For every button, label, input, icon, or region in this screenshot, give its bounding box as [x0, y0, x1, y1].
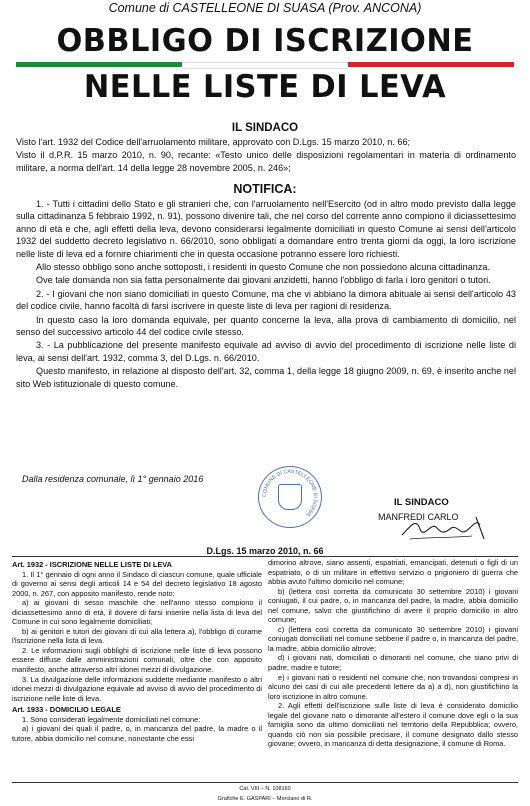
- signature-title: IL SINDACO: [394, 497, 449, 508]
- article-paragraph: b) ai genitori e tutori dei giovani di cui alla lettera a), l'obbligo di curarne l'iscrizione nella lista di leva.: [12, 626, 262, 646]
- notifica-paragraph: 3. - La pubblicazione del presente manifesto equivale ad avviso di avvio del procedimento di iscrizione nelle liste di leva, ai sensi dell'art. 1932, comma 3, del D.Lgs. n. 66/2010.: [16, 340, 516, 363]
- article-paragraph: e) i giovani nati o residenti nel comune che, non trovandosi compresi in alcuno dei casi di cui alle precedenti lettere da a) a d), non giustifichino la loro iscrizione in altro comune.: [268, 672, 518, 701]
- article-heading: Art. 1932 - ISCRIZIONE NELLE LISTE DI LEVA: [12, 560, 173, 569]
- visto-paragraph: Visto l'art. 1932 del Codice dell'arruolamento militare, approvato con D.Lgs. 15 marzo 2010, n. 66;: [16, 137, 411, 147]
- signature-name: MANFREDI CARLO: [378, 512, 459, 522]
- visto-section: [16, 136, 516, 175]
- flag-white: [182, 62, 348, 69]
- notifica-paragraph: Ove tale domanda non sia fatta personalmente dai giovani anzidetti, hanno l'obbligo di farla i loro genitori o tutori.: [36, 275, 491, 286]
- article-paragraph: c) (lettera così corretta da comunicato 30 settembre 2010) i giovani coniugati domiciliati nel comune sebbene il padre o, in mancanza del padre, la madre, abbia domicilio altrove;: [268, 624, 518, 653]
- article-paragraph: dimorino altrove, siano assenti, espatriati, emancipati, detenuti o figli di un espatriato, o di un militare in effettivo servizio o prigioniero di guerra che abbia avuto l'ultimo domicilio nel comune;: [268, 558, 518, 587]
- article-paragraph: d) i giovani nati, domiciliati o dimoranti nel comune, che siano privi di padre, madre e tutore;: [268, 653, 518, 673]
- notifica-paragraph: 1. - Tutti i cittadini dello Stato e gli stranieri che, con l'arruolamento nell'Esercito (od in altro modo previsto dalla legge sulla cittadinanza 5 febbraio 1992, n. 91), possono divenire tali, che nel corso del corrente anno compiono il diciassettesimo anno di età e che, agli effetti della leva, devono considerarsi legalmente domiciliati in questo Comune ai sensi dell'articolo 1932 del suddetto decreto legislativo n. 66/2010, sono obbligati a domandare entro trenta giorni da oggi, la loro iscrizione nelle liste di leva ed a fornire chiarimenti che in questa occasione potranno essere loro richiesti.: [16, 199, 516, 259]
- date-line: Dalla residenza comunale, lì 1° gennaio 2016: [22, 474, 204, 484]
- handwritten-signature-icon: [380, 505, 500, 545]
- sindaco-heading: IL SINDACO: [231, 122, 299, 134]
- footer-divider: [12, 782, 518, 783]
- article-paragraph: b) (lettera così corretta da comunicato 30 settembre 2010) i giovani coniugati, il cui padre, o, in mancanza del padre, la madre, abbia domicilio nel comune, salvo che giustifichino di avere il proprio domicilio in altro comune;: [268, 586, 518, 625]
- article-paragraph: 2. Agli effetti dell'iscrizione sulle liste di leva è considerato domicilio legale del giovane nato o dimorante all'estero il comune dove egli o la sua famiglia sono da ultimo domiciliati nel territorio della Repubblica; ovvero, quando ciò non sia possibile precisare, il comune designato dallo stesso giovane; ovvero, in mancanza di detta designazione, il comune di Roma.: [268, 701, 518, 749]
- law-heading: D.Lgs. 15 marzo 2010, n. 66: [206, 546, 324, 556]
- notifica-paragraph: Questo manifesto, in relazione al disposto dell'art. 32, comma 1, della legge 18 giugno 2009, n. 69, è inserito anche nel sito Web istituzionale di questo comune.: [16, 366, 516, 389]
- notifica-paragraph: Allo stesso obbligo sono anche sottoposti, i residenti in questo Comune che non possiedono alcuna cittadinanza.: [36, 262, 490, 273]
- municipality-header: Comune di CASTELLEONE DI SUASA (Prov. ANCONA): [108, 1, 422, 15]
- law-left-column: [12, 558, 262, 743]
- coat-of-arms-icon: [278, 484, 302, 510]
- notifica-paragraph: 2. - I giovani che non siano domiciliati in questo Comune, ma che vi abbiano la dimora abituale ai sensi dell'articolo 43 del codice civile, hanno facoltà di farsi iscrivere in queste liste di leva per ragioni di residenza.: [16, 288, 516, 312]
- notifica-paragraph: In questo caso la loro domanda equivale, per quanto concerne la leva, alla prova di cambiamento di domicilio, nel senso del successivo articolo 44 del codice civile stesso.: [16, 314, 516, 338]
- article-paragraph: 1. Sono considerati legalmente domiciliati nel comune:: [22, 714, 201, 724]
- notifica-heading: NOTIFICA:: [233, 182, 297, 196]
- article-paragraph: 3. La divulgazione delle informazioni suddette mediante manifesto o altri idonei mezzi di divulgazione equivale ad avviso di avvio del procedimento di iscrizione nelle liste di leva.: [12, 674, 262, 703]
- law-divider: [12, 556, 518, 557]
- visto-paragraph: Visto il d.P.R. 15 marzo 2010, n. 90, recante: «Testo unico delle disposizioni regolamentari in materia di ordinamento militare, a norma dell'art. 14 della legge 28 novembre 2005, n. 246»;: [16, 150, 516, 173]
- law-right-column: [268, 558, 518, 749]
- article-paragraph: 2. Le informazioni sugli obblighi di iscrizione nelle liste di leva possono essere diffuse dalle amministrazioni comunali, oltre che con apposito manifesto, anche attraverso altri idonei mezzi di divulgazione.: [12, 645, 262, 675]
- flag-green: [16, 62, 182, 67]
- stamp-text: COMUNE DI CASTELLEONE DI SUASA: [261, 468, 319, 518]
- article-paragraph: a) i giovani dei quali il padre, o, in mancanza del padre, la madre o il tutore, abbia domicilio nel comune, nonostante che essi: [12, 724, 262, 743]
- footer-printer: Grafiche E. GASPARI – Morciano di R.: [217, 796, 313, 802]
- article-paragraph: a) ai giovani di sesso maschile che nell'anno stesso compiono il diciassettesimo anno di età, il dovere di farsi inserire nella lista di leva del Comune in cui sono legalmente domiciliati;: [12, 598, 262, 627]
- footer-code: Cat. VIII – N. 108160: [239, 786, 291, 792]
- title-line-2: NELLE LISTE DI LEVA: [83, 69, 447, 105]
- article-paragraph: 1. Il 1° gennaio di ogni anno il Sindaco di ciascun comune, quale ufficiale di governo ai sensi degli articoli 14 e 54 del decreto legislativo 18 agosto 2000, n. 267, con apposito manifesto, rende noto:: [12, 569, 262, 598]
- municipal-stamp: [258, 466, 322, 528]
- notifica-section: [16, 198, 516, 391]
- italian-flag-stripe: [16, 62, 514, 67]
- article-heading: Art. 1933 - DOMICILIO LEGALE: [12, 705, 121, 715]
- flag-red: [348, 62, 514, 67]
- title-line-1: OBBLIGO DI ISCRIZIONE: [56, 23, 474, 59]
